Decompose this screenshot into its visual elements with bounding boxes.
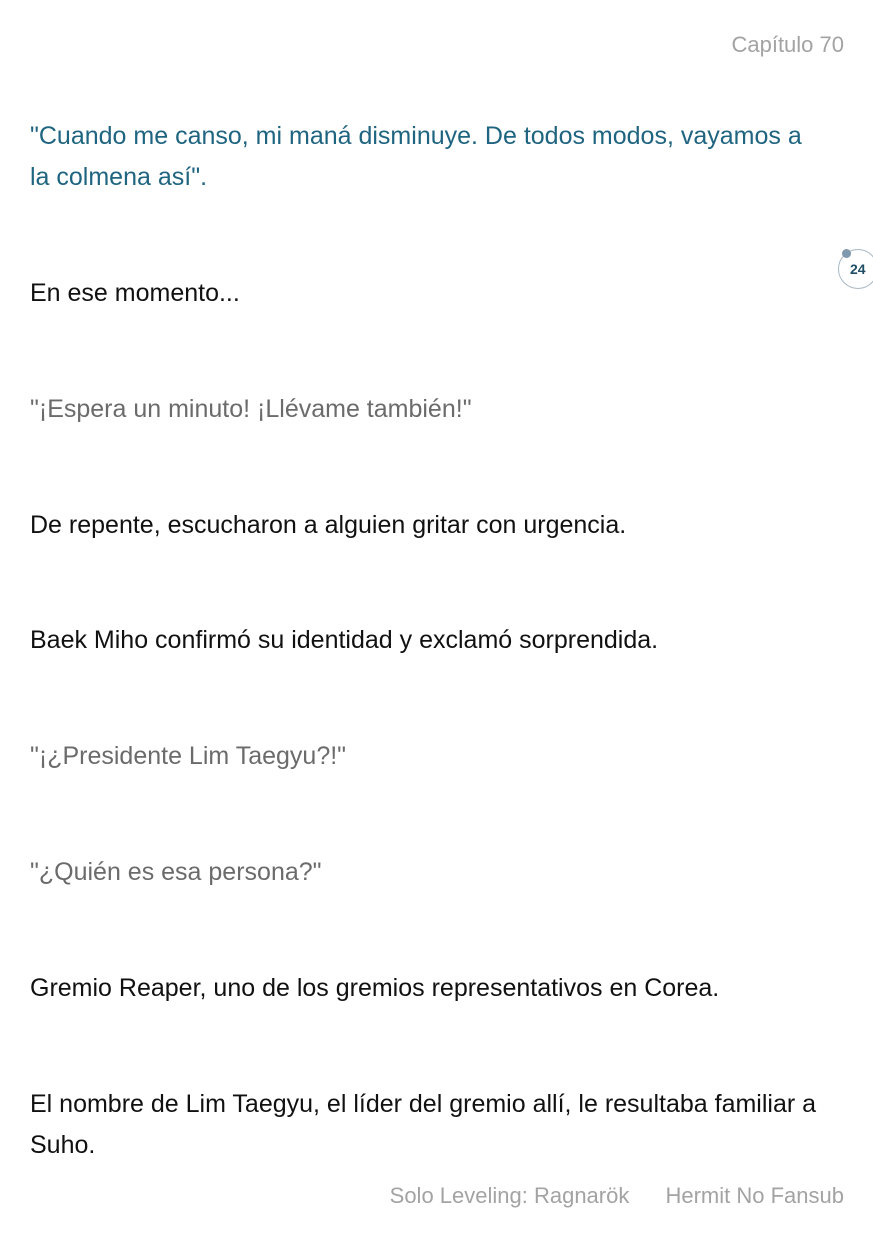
footer-book-title: Solo Leveling: Ragnarök bbox=[389, 1183, 630, 1208]
paragraph-narration: Baek Miho confirmó su identidad y exclamó sorprendida. bbox=[30, 626, 659, 654]
page-number: 24 bbox=[850, 261, 866, 277]
paragraph-narration: El nombre de Lim Taegyu, el líder del gremio allí, le resultaba familiar a Suho. bbox=[30, 1090, 817, 1159]
footer-translator: Hermit No Fansub bbox=[665, 1183, 844, 1208]
bookmark-dot-icon bbox=[842, 249, 851, 258]
paragraph-dialog: "¡¿Presidente Lim Taegyu?!" bbox=[30, 742, 347, 770]
page-number-badge[interactable] bbox=[838, 249, 873, 289]
paragraph-highlighted-dialog: "Cuando me canso, mi maná disminuye. De todos modos, vayamos a la colmena así". bbox=[30, 122, 802, 191]
paragraph-dialog: "¿Quién es esa persona?" bbox=[30, 858, 322, 886]
chapter-label: Capítulo 70 bbox=[731, 32, 844, 57]
page-footer bbox=[390, 1183, 844, 1209]
paragraph-narration: Gremio Reaper, uno de los gremios representativos en Corea. bbox=[30, 974, 720, 1002]
paragraph-dialog: "¡Espera un minuto! ¡Llévame también!" bbox=[30, 395, 472, 423]
paragraph-narration: En ese momento... bbox=[30, 279, 240, 307]
paragraph-narration: De repente, escucharon a alguien gritar con urgencia. bbox=[30, 511, 627, 539]
